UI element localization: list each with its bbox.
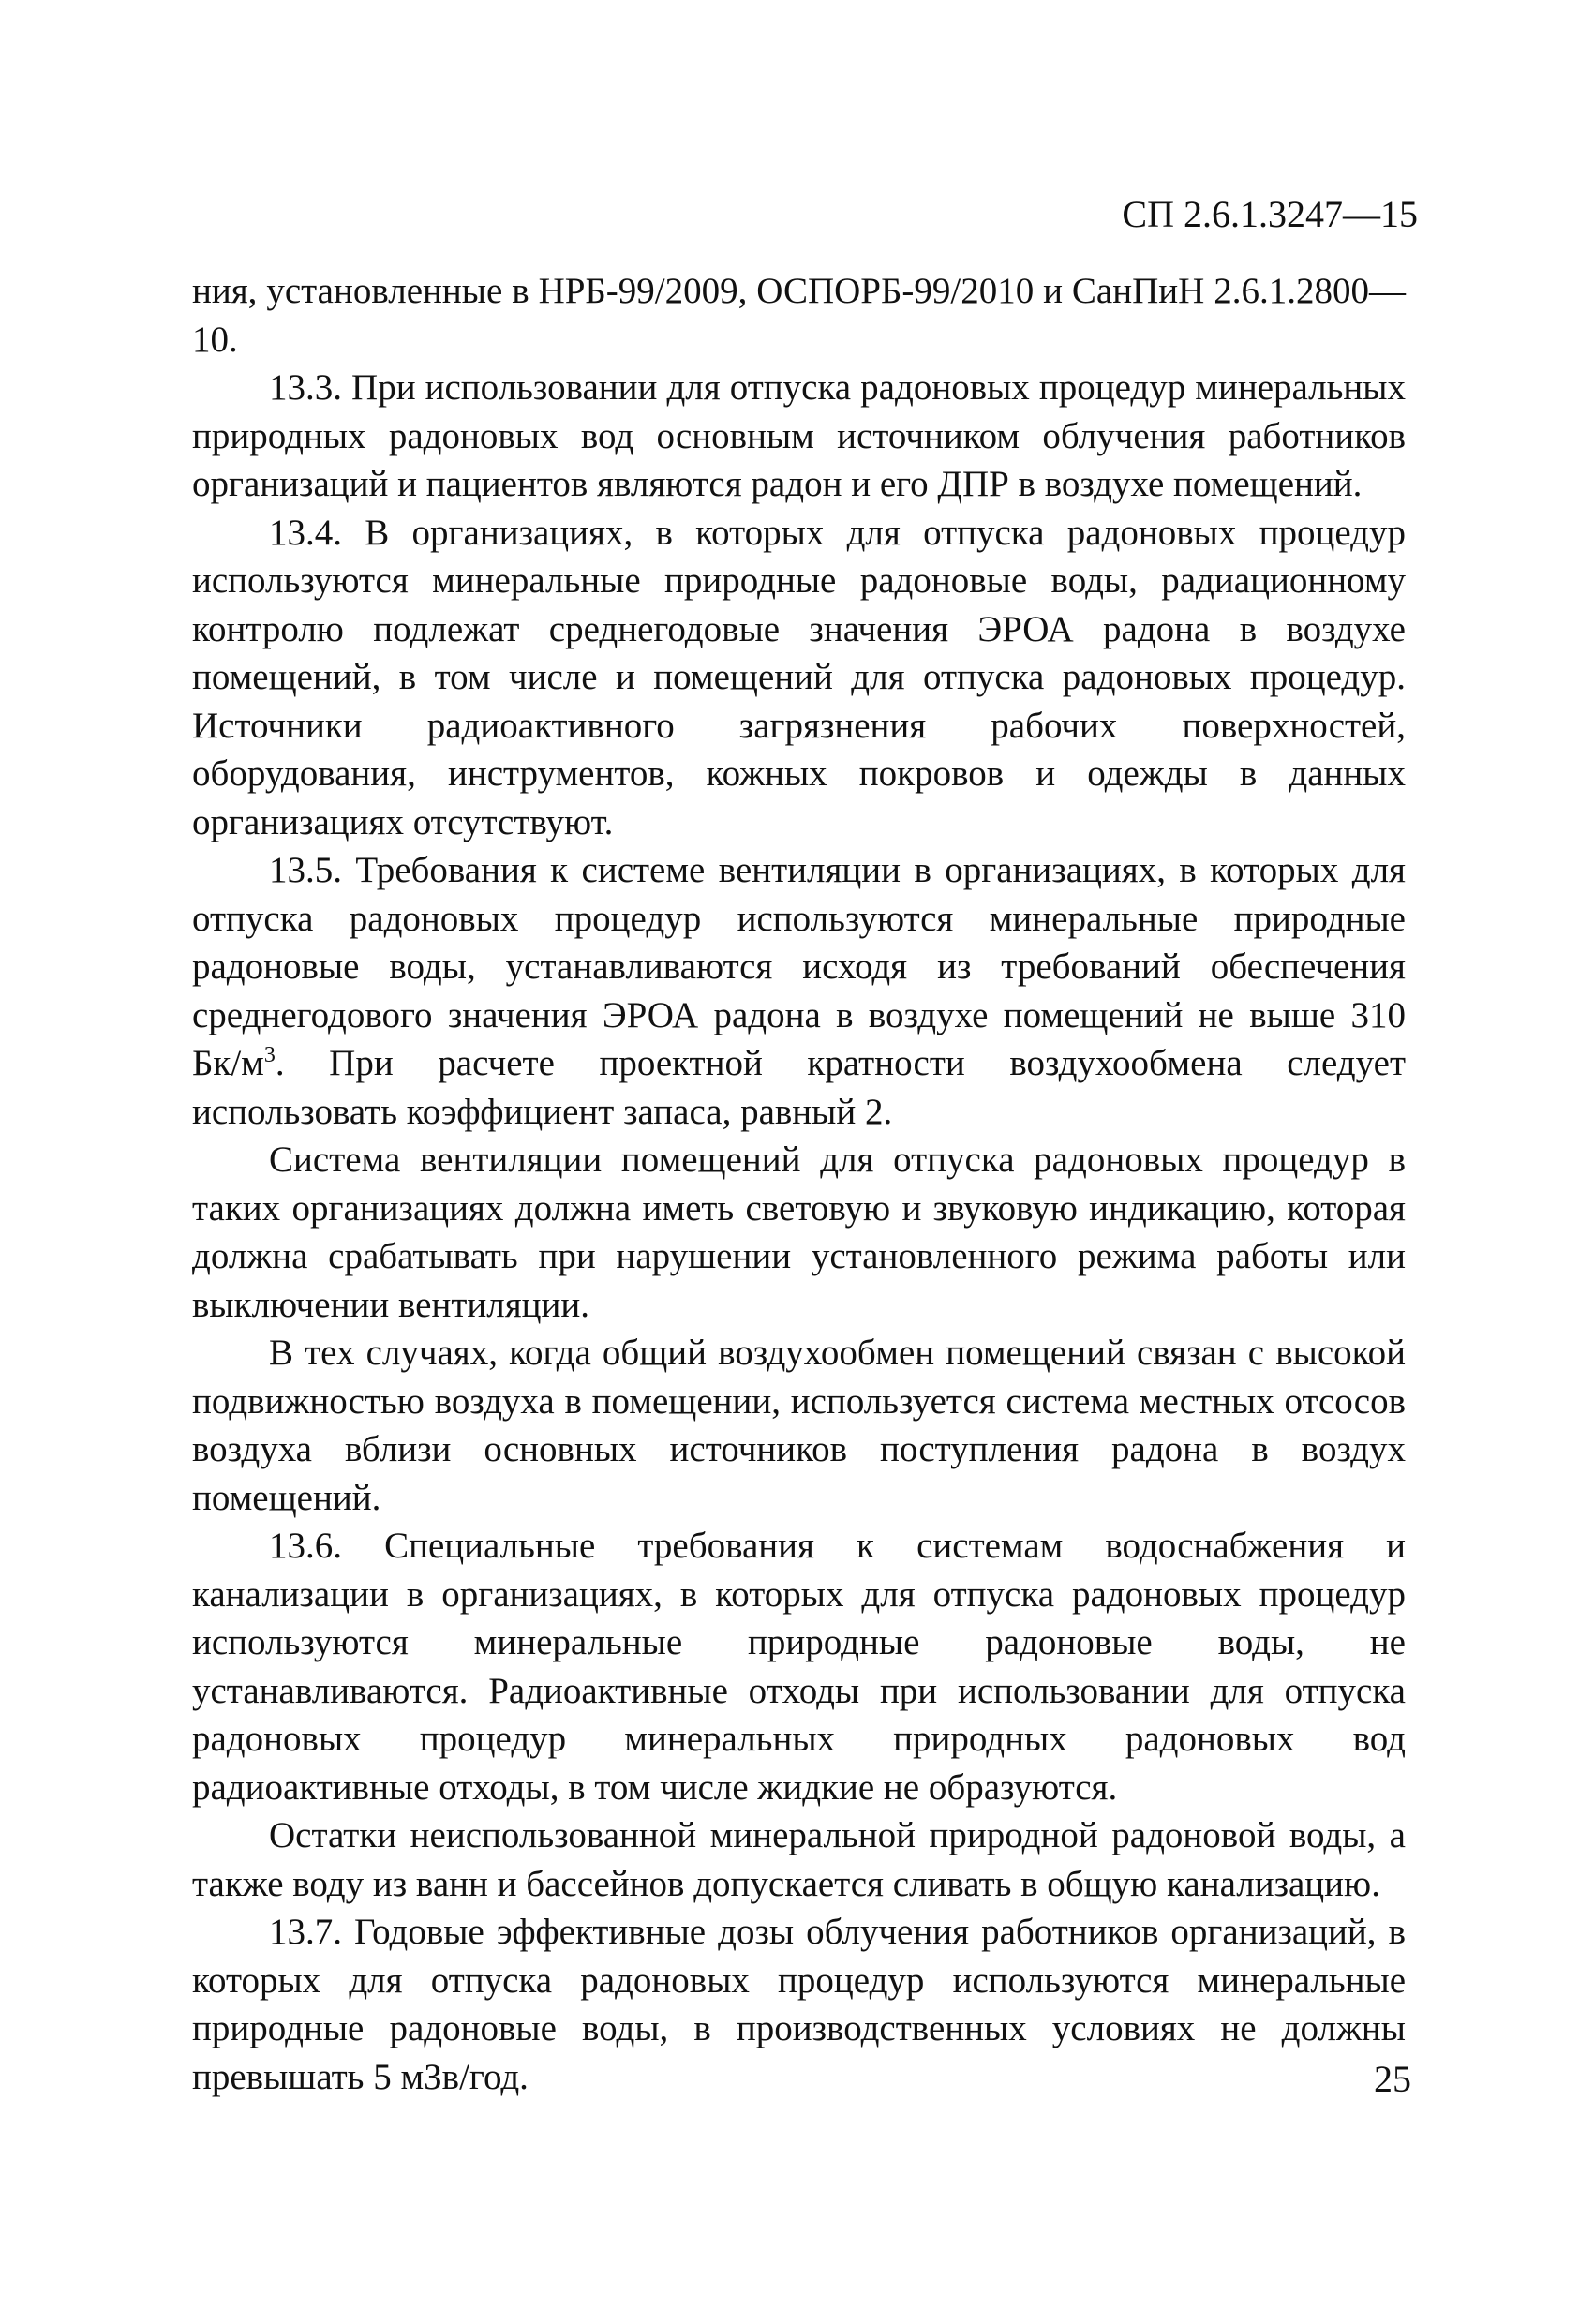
paragraph-continuation: ния, установленные в НРБ-99/2009, ОСПОРБ-99/2010 и СанПиН 2.6.1.2800—10. [192,271,1406,360]
page-number: 25 [1374,2058,1411,2100]
paragraph-13-3: 13.3. При использовании для отпуска радоновых процедур минеральных природных радоновых вод основным источником облучения работников организаций и пациентов являются радон и его ДПР в воздухе помещений. [192,367,1406,504]
paragraph-ventilation-indication: Система вентиляции помещений для отпуска радоновых процедур в таких организациях должна иметь световую и звуковую индикацию, которая должна срабатывать при нарушении установленного режима работы или выключении вентиляции. [192,1140,1406,1325]
paragraph-local-exhaust: В тех случаях, когда общий воздухообмен помещений связан с высокой подвижностью воздуха в помещении, используется система местных отсосов воздуха вблизи основных источников поступления радона в воздух помещений. [192,1333,1406,1518]
paragraph-13-5-text-before: 13.5. Требования к системе вентиляции в организациях, в которых для отпуска радоновых процедур используются минеральные природные радоновые воды, устанавливаются исходя из требований обеспечения среднегодового значения ЭРОА радона в воздухе помещений не выше 310 Бк/м [192,850,1406,1083]
superscript-3: 3 [263,1043,276,1067]
body-text [192,267,1406,2101]
document-code: СП 2.6.1.3247—15 [1122,193,1418,235]
paragraph-water-drain: Остатки неиспользованной минеральной природной радоновой воды, а также воду из ванн и бассейнов допускается сливать в общую канализацию. [192,1815,1406,1904]
paragraph-13-5-text-after: . При расчете проектной кратности воздухообмена следует использовать коэффициент запаса, равный 2. [192,1043,1406,1132]
paragraph-13-4: 13.4. В организациях, в которых для отпуска радоновых процедур используются минеральные природные радоновые воды, радиационному контролю подлежат среднегодовые значения ЭРОА радона в воздухе помещений, в том числе и помещений для отпуска радоновых процедур. Источники радиоактивного загрязнения рабочих поверхностей, оборудования, инструментов, кожных покровов и одежды в данных организациях отсутствуют. [192,512,1406,842]
paragraph-13-6: 13.6. Специальные требования к системам водоснабжения и канализации в организациях, в которых для отпуска радоновых процедур используются минеральные природные радоновые воды, не устанавливаются. Радиоактивные отходы при использовании для отпуска радоновых процедур минеральных природных радоновых вод радиоактивные отходы, в том числе жидкие не образуются. [192,1526,1406,1808]
paragraph-13-7: 13.7. Годовые эффективные дозы облучения работников организаций, в которых для отпуска радоновых процедур используются минеральные природные радоновые воды, в производственных условиях не должны превышать 5 мЗв/год. [192,1912,1406,2097]
paragraph-13-5 [192,846,1406,1136]
